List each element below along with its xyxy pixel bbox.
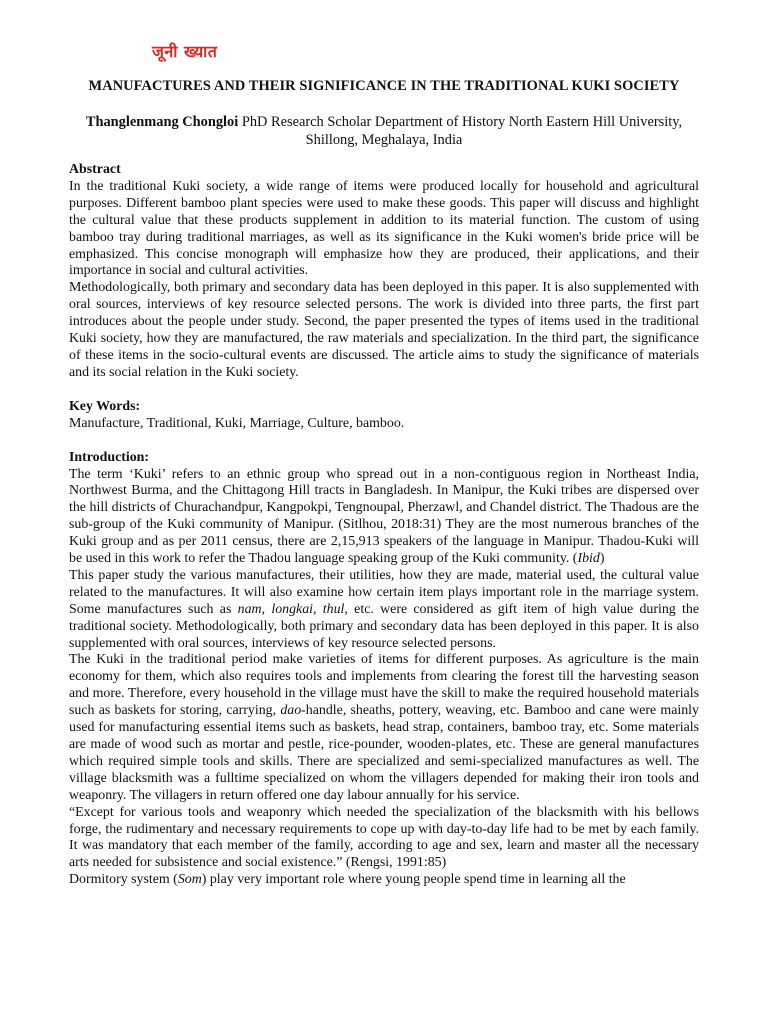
journal-name: जूनी ख्यात	[152, 42, 218, 61]
text-run: ,	[261, 601, 272, 617]
introduction-paragraph	[69, 568, 699, 653]
text-run: -handle, sheaths, pottery, weaving, etc. Bamboo and cane were mainly used for manufacturing essential items such as baskets, head strap, containers, bamboo tray, etc. Some materials are made of wood such as mortar and pestle, rice-pounder, wooden-plates, etc. These are general manufactures which required simple tools and skills. There are specialized and semi-specialized manufactures as well. The village blacksmith was a fulltime specialized on whom the villagers depended for making their iron tools and weaponry. The villagers in return offered one day labour annually for his service.	[69, 703, 699, 803]
text-run: ,	[313, 601, 323, 617]
text-run: This paper study the various manufactures, their utilities, how they are made, material used, the cultural value related to the manufactures. It will also examine how certain item plays important role in the marriage system. Some manufactures such as	[69, 567, 699, 617]
italic-term: longkai	[271, 601, 314, 617]
italic-term: nam	[237, 601, 262, 617]
abstract-paragraph: In the traditional Kuki society, a wide range of items were produced locally for household and agricultural purposes. Different bamboo plant species were used to make these goods. This paper will discuss and highlight the cultural value that these products supplement in addition to its material function. The custom of using bamboo tray during traditional marriages, as well as its significance in the Kuki women's bride price will be emphasized. This concise monograph will emphasize how they are produced, their applications, and their importance in social and cultural activities.	[69, 178, 699, 279]
introduction-paragraph	[69, 652, 699, 804]
block-quote: “Except for various tools and weaponry which needed the specialization of the blacksmith with his bellows forge, the rudimentary and necessary requirements to cope up with day-to-day life had to be met by each family. It was mandatory that each member of the family, according to age and sex, learn and master all the necessary arts needed for subsistence and social existence.” (Rengsi, 1991:85)	[69, 804, 699, 871]
introduction-paragraph	[69, 467, 699, 568]
text-run: Dormitory system (	[69, 872, 178, 888]
abstract-paragraph: Methodologically, both primary and secondary data has been deployed in this paper. It is also supplemented with oral sources, interviews of key resource selected persons. The work is divided into three parts, the first part introduces about the people under study. Second, the paper presented the types of items used in the traditional Kuki society, how they are manufactured, the raw materials and specialization. In the third part, the significance of these items in the socio-cultural events are discussed. The article aims to study the significance of materials and its social relation in the Kuki society.	[69, 280, 699, 380]
author-name: Thanglenmang Chongloi	[85, 114, 239, 130]
author-block	[70, 113, 698, 149]
keywords-heading: Key Words:	[69, 398, 141, 414]
introduction-heading: Introduction:	[69, 449, 150, 465]
text-run: The Kuki in the traditional period make varieties of items for different purposes. As agriculture is the main economy for them, which also requires tools and implements from clearing the forest till the harvesting season and more. Therefore, every household in the village must have the skill to make the required household materials such as baskets for storing, carrying,	[69, 652, 699, 719]
italic-term: Som	[177, 872, 202, 888]
keywords-text: Manufacture, Traditional, Kuki, Marriage, Culture, bamboo.	[69, 415, 405, 431]
paper-title: MANUFACTURES AND THEIR SIGNIFICANCE IN THE TRADITIONAL KUKI SOCIETY	[88, 78, 680, 94]
section-spacer	[69, 382, 699, 399]
italic-term: Ibid	[577, 551, 600, 567]
abstract-heading: Abstract	[69, 162, 121, 177]
italic-term: thul	[322, 601, 345, 617]
introduction-paragraph	[69, 872, 699, 889]
document-body	[69, 162, 699, 889]
text-run: , etc. were considered as gift item of high value during the traditional society. Methodologically, both primary and secondary data has been deployed in this paper. It is also supplemented with oral sources, interviews of key resource selected persons.	[69, 601, 699, 651]
text-run: The term ‘Kuki’ refers to an ethnic group who spread out in a non-contiguous region in Northeast India, Northwest Burma, and the Chittagong Hill tracts in Bangladesh. In Manipur, the Kuki tribes are dispersed over the hill districts of Churachandpur, Kangpokpi, Tengnoupal, Pherzawl, and Chandel district. The Thadous are the sub-group of the Kuki community of Manipur. (Sitlhou, 2018:31) They are the most numerous branches of the Kuki group and as per 2011 census, there are 2,15,913 speakers of the language in Manipur. Thadou-Kuki will be used in this work to refer the Thadou language speaking group of the Kuki community. (	[69, 466, 699, 567]
italic-term: dao	[280, 703, 302, 719]
text-run: )	[599, 551, 605, 567]
text-run: ) play very important role where young people spend time in learning all the	[201, 872, 626, 888]
author-affiliation: PhD Research Scholar Department of History North Eastern Hill University, Shillong, Meghalaya, India	[238, 114, 683, 148]
section-spacer	[69, 433, 699, 450]
